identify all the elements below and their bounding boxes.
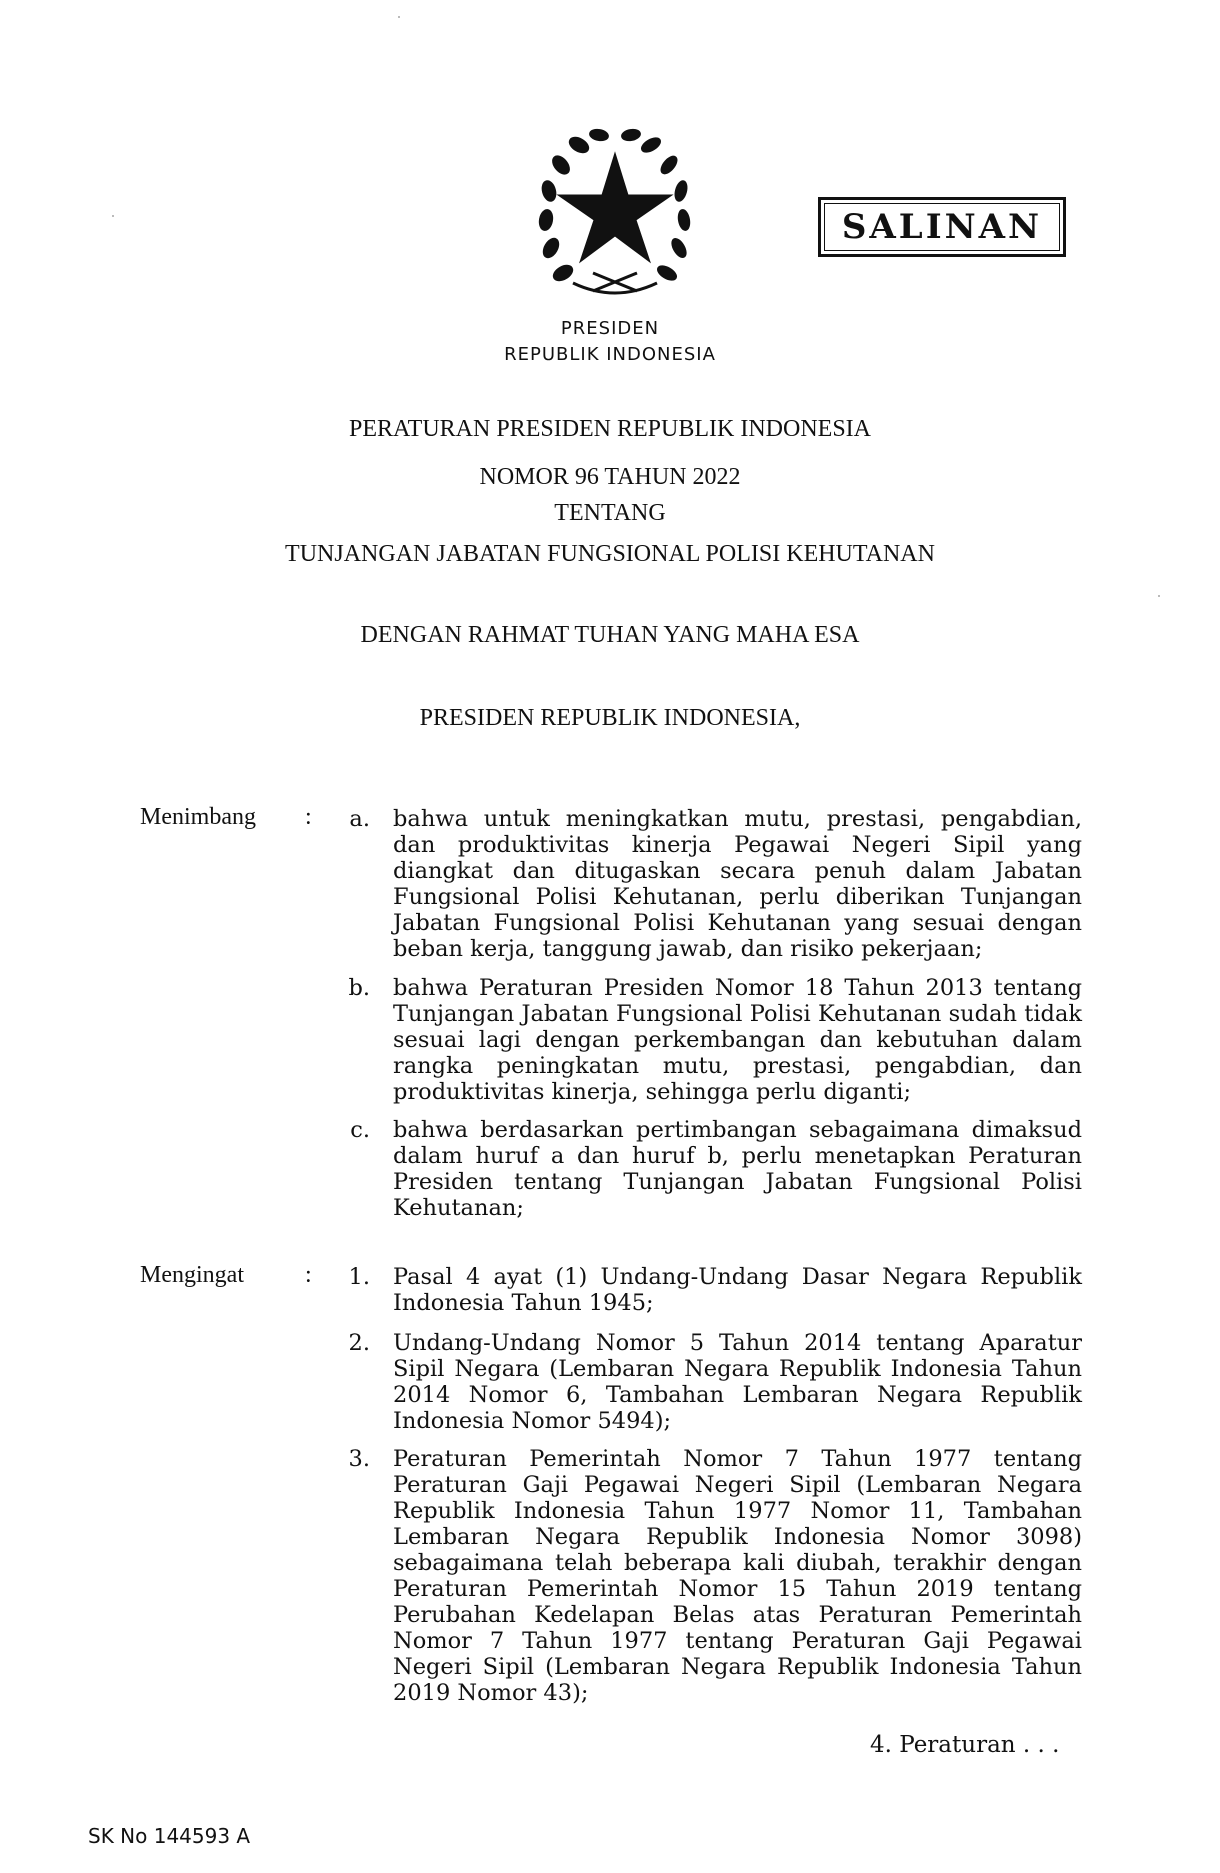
mengingat-colon: :: [305, 1262, 312, 1288]
scan-speck: [398, 16, 400, 18]
menimbang-item-c: [320, 1117, 1082, 1221]
issuer: PRESIDEN REPUBLIK INDONESIA,: [419, 705, 801, 731]
regulation-number: NOMOR 96 TAHUN 2022: [479, 464, 741, 490]
item-text: bahwa berdasarkan pertimbangan sebagaimana dimaksud dalam huruf a dan huruf b, perlu menetapkan Peraturan Presiden tentang Tunjangan Jabatan Fungsional Polisi Kehutanan;: [393, 1117, 1082, 1221]
item-text: Pasal 4 ayat (1) Undang-Undang Dasar Negara Republik Indonesia Tahun 1945;: [393, 1264, 1082, 1316]
item-text: bahwa Peraturan Presiden Nomor 18 Tahun 2013 tentang Tunjangan Jabatan Fungsional Polisi Kehutanan sudah tidak sesuai lagi dengan perkembangan dan kebutuhan dalam rangka peningkatan mutu, prestasi, pengabdian, dan produktivitas kinerja, sehingga perlu diganti;: [393, 975, 1082, 1105]
item-marker: a.: [349, 806, 370, 832]
item-text: bahwa untuk meningkatkan mutu, prestasi, pengabdian, dan produktivitas kinerja Pegawai Negeri Sipil yang diangkat dan ditugaskan secara penuh dalam Jabatan Fungsional Polisi Kehutanan, perlu diberikan Tunjangan Jabatan Fungsional Polisi Kehutanan yang sesuai dengan beban kerja, tanggung jawab, dan risiko pekerjaan;: [393, 806, 1082, 962]
mengingat-label: Mengingat: [140, 1262, 244, 1288]
scan-speck: [1158, 595, 1160, 597]
scan-speck: [112, 215, 114, 217]
salinan-stamp: [818, 197, 1066, 257]
item-text: Peraturan Pemerintah Nomor 7 Tahun 1977 tentang Peraturan Gaji Pegawai Negeri Sipil (Lembaran Negara Republik Indonesia Tahun 1977 Nomor 11, Tambahan Lembaran Negara Republik Indonesia Nomor 3098) sebagaimana telah beberapa kali diubah, terakhir dengan Peraturan Pemerintah Nomor 15 Tahun 2019 tentang Perubahan Kedelapan Belas atas Peraturan Pemerintah Nomor 7 Tahun 1977 tentang Peraturan Gaji Pegawai Negeri Sipil (Lembaran Negara Republik Indonesia Tahun 2019 Nomor 43);: [393, 1446, 1082, 1706]
continuation-note: 4. Peraturan . . .: [870, 1732, 1060, 1758]
item-marker: 2.: [348, 1330, 370, 1356]
invocation: DENGAN RAHMAT TUHAN YANG MAHA ESA: [360, 622, 860, 648]
item-marker: c.: [350, 1117, 370, 1143]
office-line-2: REPUBLIK INDONESIA: [504, 344, 716, 365]
document-code: SK No 144593 A: [88, 1824, 251, 1848]
mengingat-item-2: [320, 1330, 1082, 1434]
menimbang-colon: :: [305, 804, 312, 830]
regulation-title: PERATURAN PRESIDEN REPUBLIK INDONESIA: [348, 416, 872, 442]
mengingat-item-1: [320, 1264, 1082, 1316]
item-marker: 3.: [348, 1446, 370, 1472]
menimbang-item-a: [320, 806, 1082, 962]
office-line-1: PRESIDEN: [560, 318, 660, 339]
item-marker: b.: [348, 975, 370, 1001]
menimbang-item-b: [320, 975, 1082, 1105]
menimbang-label: Menimbang: [140, 804, 256, 830]
item-text: Undang-Undang Nomor 5 Tahun 2014 tentang Aparatur Sipil Negara (Lembaran Negara Republik Indonesia Tahun 2014 Nomor 6, Tambahan Lembaran Negara Republik Indonesia Nomor 5494);: [393, 1330, 1082, 1434]
regulation-subject: TUNJANGAN JABATAN FUNGSIONAL POLISI KEHUTANAN: [285, 541, 935, 567]
mengingat-item-3: [320, 1446, 1082, 1706]
presidential-emblem-icon: [533, 123, 697, 301]
item-marker: 1.: [348, 1264, 370, 1290]
regulation-about: TENTANG: [554, 500, 666, 526]
salinan-stamp-text: SALINAN: [841, 207, 1043, 247]
